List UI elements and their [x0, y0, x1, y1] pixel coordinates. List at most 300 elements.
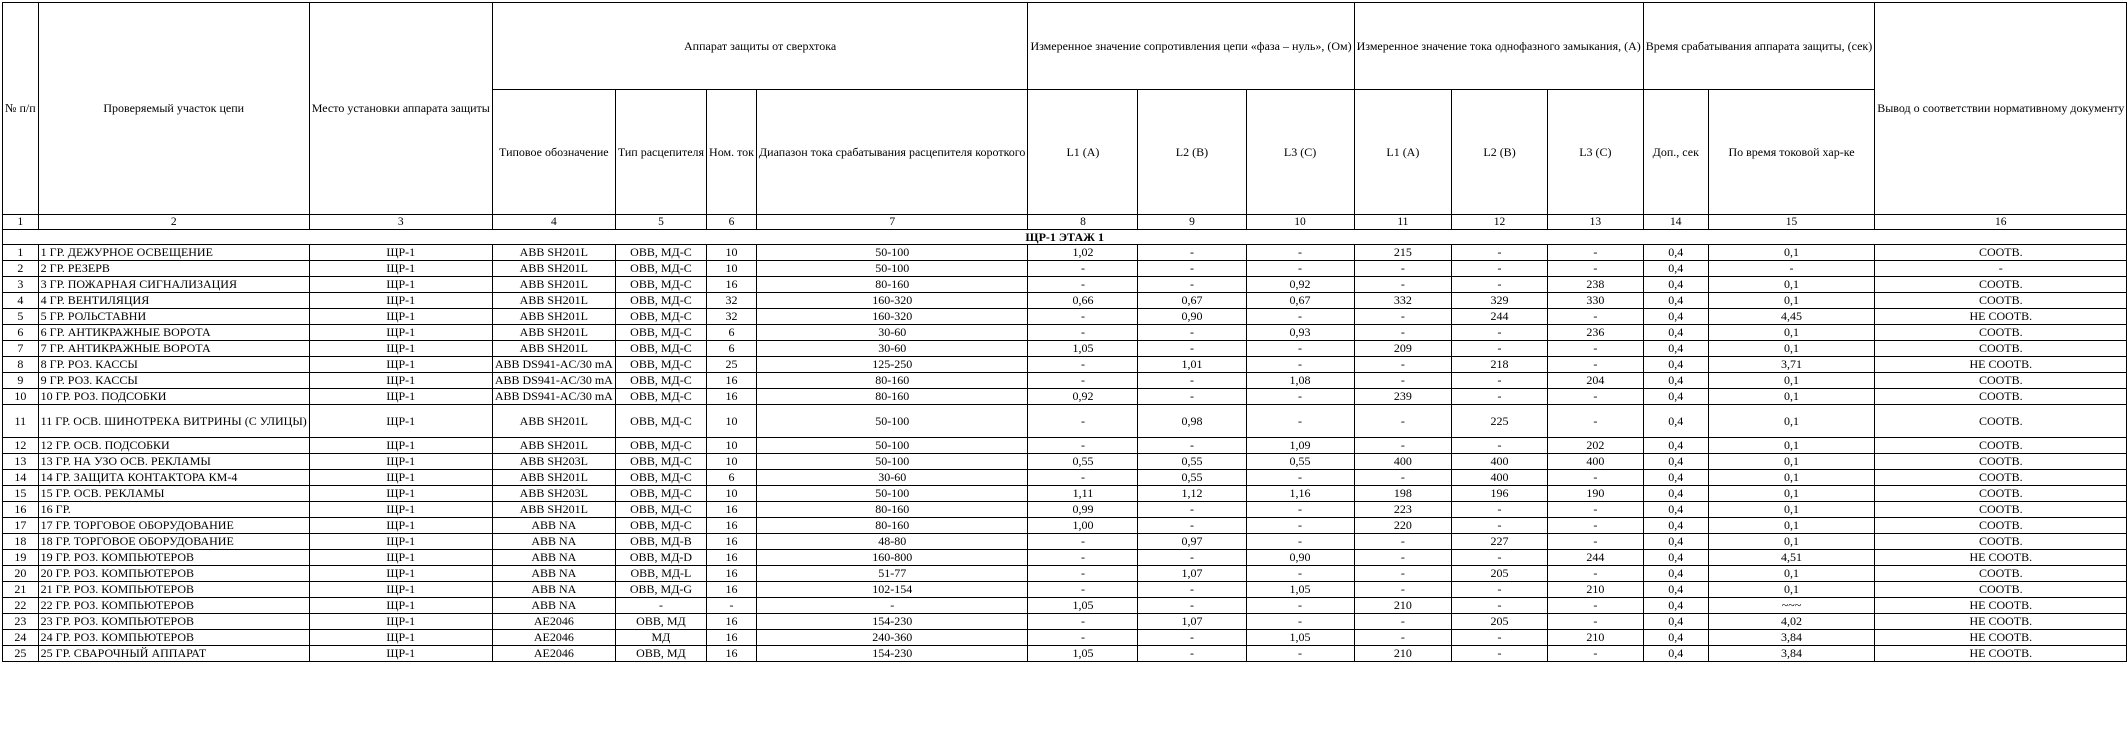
table-cell: 15: [3, 486, 39, 502]
table-cell: 16 ГР.: [38, 502, 309, 518]
table-cell: 8 ГР. РОЗ. КАССЫ: [38, 357, 309, 373]
table-cell: -: [1452, 389, 1548, 405]
table-cell: 17 ГР. ТОРГОВОЕ ОБОРУДОВАНИЕ: [38, 518, 309, 534]
table-cell: -: [1354, 566, 1452, 582]
table-cell: -: [757, 598, 1028, 614]
table-cell: 6: [707, 325, 757, 341]
table-cell: 0,1: [1708, 389, 1874, 405]
table-row: [3, 582, 2127, 598]
table-cell: ABB SH201L: [492, 470, 615, 486]
header-device-group: Аппарат защиты от сверхтока: [492, 3, 1028, 90]
table-cell: 0,97: [1138, 534, 1246, 550]
table-cell: 9 ГР. РОЗ. КАССЫ: [38, 373, 309, 389]
table-cell: 205: [1452, 614, 1548, 630]
table-cell: ЩР-1: [309, 293, 492, 309]
column-number-cell: 8: [1028, 215, 1138, 230]
table-cell: ОВВ, МД-С: [615, 341, 706, 357]
table-cell: НЕ СООТВ.: [1875, 550, 2127, 566]
table-cell: НЕ СООТВ.: [1875, 646, 2127, 662]
table-cell: НЕ СООТВ.: [1875, 630, 2127, 646]
table-cell: ЩР-1: [309, 309, 492, 325]
table-cell: 400: [1354, 454, 1452, 470]
table-cell: НЕ СООТВ.: [1875, 598, 2127, 614]
document-page: [2, 2, 2127, 662]
table-body: [3, 215, 2127, 662]
table-cell: -: [1452, 646, 1548, 662]
table-cell: -: [1547, 646, 1643, 662]
table-row: [3, 534, 2127, 550]
table-cell: -: [1138, 245, 1246, 261]
table-cell: ЩР-1: [309, 357, 492, 373]
table-cell: 0,4: [1643, 598, 1708, 614]
table-cell: СООТВ.: [1875, 405, 2127, 438]
table-cell: 0,1: [1708, 325, 1874, 341]
table-cell: НЕ СООТВ.: [1875, 357, 2127, 373]
table-cell: СООТВ.: [1875, 438, 2127, 454]
table-cell: ОВВ, МД-G: [615, 582, 706, 598]
table-row: [3, 357, 2127, 373]
table-cell: ЩР-1: [309, 454, 492, 470]
table-cell: ОВВ, МД-С: [615, 405, 706, 438]
table-cell: ABB SH203L: [492, 486, 615, 502]
table-cell: 4,02: [1708, 614, 1874, 630]
table-cell: 0,55: [1138, 454, 1246, 470]
table-cell: -: [1708, 261, 1874, 277]
table-cell: 0,4: [1643, 470, 1708, 486]
table-cell: 16: [707, 502, 757, 518]
table-cell: МД: [615, 630, 706, 646]
table-cell: 51-77: [757, 566, 1028, 582]
table-cell: 6 ГР. АНТИКРАЖНЫЕ ВОРОТА: [38, 325, 309, 341]
table-cell: -: [1138, 438, 1246, 454]
table-cell: -: [1452, 582, 1548, 598]
table-cell: ОВВ, МД: [615, 646, 706, 662]
table-cell: -: [1138, 389, 1246, 405]
table-cell: -: [1354, 438, 1452, 454]
table-cell: 23 ГР. РОЗ. КОМПЬЮТЕРОВ: [38, 614, 309, 630]
table-cell: 4 ГР. ВЕНТИЛЯЦИЯ: [38, 293, 309, 309]
table-cell: ЩР-1: [309, 389, 492, 405]
header-rated-current: Ном. ток: [707, 90, 757, 215]
table-cell: -: [1138, 277, 1246, 293]
table-cell: 0,1: [1708, 405, 1874, 438]
table-cell: 25 ГР. СВАРОЧНЫЙ АППАРАТ: [38, 646, 309, 662]
table-cell: -: [1028, 534, 1138, 550]
column-number-cell: 1: [3, 215, 39, 230]
table-cell: -: [1354, 582, 1452, 598]
table-cell: 20: [3, 566, 39, 582]
table-cell: 0,92: [1246, 277, 1354, 293]
table-cell: 1 ГР. ДЕЖУРНОЕ ОСВЕЩЕНИЕ: [38, 245, 309, 261]
header-current-l1: L1 (A): [1354, 90, 1452, 215]
table-cell: 16: [707, 389, 757, 405]
column-number-cell: 12: [1452, 215, 1548, 230]
table-cell: 16: [707, 630, 757, 646]
table-cell: ЩР-1: [309, 486, 492, 502]
table-cell: -: [1138, 502, 1246, 518]
table-cell: 0,4: [1643, 277, 1708, 293]
header-current-l3: L3 (C): [1547, 90, 1643, 215]
table-cell: 80-160: [757, 389, 1028, 405]
table-cell: -: [1452, 325, 1548, 341]
table-cell: -: [1452, 277, 1548, 293]
table-cell: -: [1246, 614, 1354, 630]
table-cell: -: [1452, 518, 1548, 534]
table-cell: 240-360: [757, 630, 1028, 646]
table-cell: ЩР-1: [309, 261, 492, 277]
table-cell: 0,55: [1138, 470, 1246, 486]
table-row: [3, 614, 2127, 630]
table-cell: -: [1246, 405, 1354, 438]
table-cell: -: [1547, 389, 1643, 405]
table-cell: НЕ СООТВ.: [1875, 309, 2127, 325]
table-cell: 0,4: [1643, 373, 1708, 389]
table-cell: 50-100: [757, 261, 1028, 277]
table-cell: 1,05: [1028, 646, 1138, 662]
table-cell: 16: [707, 534, 757, 550]
table-cell: 16: [707, 373, 757, 389]
table-cell: ОВВ, МД-С: [615, 438, 706, 454]
table-cell: 13: [3, 454, 39, 470]
table-cell: -: [1028, 373, 1138, 389]
table-cell: 160-320: [757, 293, 1028, 309]
table-cell: 10 ГР. РОЗ. ПОДСОБКИ: [38, 389, 309, 405]
table-cell: -: [1547, 614, 1643, 630]
column-number-cell: 14: [1643, 215, 1708, 230]
header-number: № п/п: [3, 3, 39, 215]
table-cell: ABB NA: [492, 566, 615, 582]
table-row: [3, 470, 2127, 486]
table-cell: 18 ГР. ТОРГОВОЕ ОБОРУДОВАНИЕ: [38, 534, 309, 550]
column-number-cell: 10: [1246, 215, 1354, 230]
table-cell: 16: [707, 550, 757, 566]
table-cell: ОВВ, МД-С: [615, 309, 706, 325]
table-cell: -: [1138, 341, 1246, 357]
table-cell: -: [1246, 502, 1354, 518]
table-cell: 0,1: [1708, 534, 1874, 550]
table-cell: 0,4: [1643, 566, 1708, 582]
table-cell: 239: [1354, 389, 1452, 405]
table-cell: 223: [1354, 502, 1452, 518]
table-cell: 50-100: [757, 405, 1028, 438]
table-row: [3, 405, 2127, 438]
table-cell: -: [1028, 566, 1138, 582]
table-row: [3, 438, 2127, 454]
table-row: [3, 389, 2127, 405]
table-cell: -: [1028, 261, 1138, 277]
table-cell: 400: [1452, 470, 1548, 486]
header-section: Проверяемый участок цепи: [38, 3, 309, 215]
table-cell: 0,4: [1643, 341, 1708, 357]
table-cell: -: [707, 598, 757, 614]
table-cell: 1,16: [1246, 486, 1354, 502]
table-cell: 5 ГР. РОЛЬСТАВНИ: [38, 309, 309, 325]
table-cell: 0,66: [1028, 293, 1138, 309]
table-cell: 11 ГР. ОСВ. ШИНОТРЕКА ВИТРИНЫ (С УЛИЦЫ): [38, 405, 309, 438]
table-cell: 0,1: [1708, 518, 1874, 534]
table-cell: 5: [3, 309, 39, 325]
table-cell: 30-60: [757, 341, 1028, 357]
table-cell: 1,05: [1028, 598, 1138, 614]
table-cell: 21 ГР. РОЗ. КОМПЬЮТЕРОВ: [38, 582, 309, 598]
table-cell: -: [1246, 389, 1354, 405]
table-cell: 15 ГР. ОСВ. РЕКЛАМЫ: [38, 486, 309, 502]
table-cell: 80-160: [757, 277, 1028, 293]
table-cell: -: [1354, 357, 1452, 373]
table-cell: -: [1246, 534, 1354, 550]
table-cell: 10: [3, 389, 39, 405]
table-row: [3, 325, 2127, 341]
table-cell: 13 ГР. НА УЗО ОСВ. РЕКЛАМЫ: [38, 454, 309, 470]
table-cell: -: [1028, 582, 1138, 598]
table-row: [3, 277, 2127, 293]
table-cell: -: [1354, 534, 1452, 550]
table-cell: 227: [1452, 534, 1548, 550]
table-cell: 20 ГР. РОЗ. КОМПЬЮТЕРОВ: [38, 566, 309, 582]
table-cell: 0,4: [1643, 357, 1708, 373]
table-cell: 332: [1354, 293, 1452, 309]
table-cell: -: [1452, 373, 1548, 389]
table-row: [3, 373, 2127, 389]
table-cell: ЩР-1: [309, 341, 492, 357]
table-cell: ОВВ, МД-С: [615, 486, 706, 502]
table-cell: ЩР-1: [309, 502, 492, 518]
table-cell: СООТВ.: [1875, 534, 2127, 550]
column-number-cell: 4: [492, 215, 615, 230]
table-cell: 196: [1452, 486, 1548, 502]
table-cell: СООТВ.: [1875, 486, 2127, 502]
table-cell: -: [1246, 470, 1354, 486]
table-cell: 1,05: [1028, 341, 1138, 357]
table-cell: 3: [3, 277, 39, 293]
table-cell: СООТВ.: [1875, 245, 2127, 261]
table-cell: ЩР-1: [309, 245, 492, 261]
table-cell: СООТВ.: [1875, 454, 2127, 470]
table-cell: 16: [707, 277, 757, 293]
table-cell: 0,90: [1246, 550, 1354, 566]
table-cell: 2 ГР. РЕЗЕРВ: [38, 261, 309, 277]
table-cell: НЕ СООТВ.: [1875, 614, 2127, 630]
column-number-cell: 9: [1138, 215, 1246, 230]
table-cell: 210: [1354, 598, 1452, 614]
table-cell: 190: [1547, 486, 1643, 502]
table-cell: 2: [3, 261, 39, 277]
table-cell: СООТВ.: [1875, 293, 2127, 309]
table-cell: -: [1354, 309, 1452, 325]
table-cell: 1,05: [1246, 630, 1354, 646]
table-cell: 0,4: [1643, 389, 1708, 405]
table-cell: -: [1028, 614, 1138, 630]
table-cell: 210: [1547, 630, 1643, 646]
table-cell: -: [1246, 646, 1354, 662]
table-row: [3, 341, 2127, 357]
table-cell: ABB SH201L: [492, 325, 615, 341]
table-row: [3, 245, 2127, 261]
table-cell: 0,93: [1246, 325, 1354, 341]
table-cell: -: [1246, 518, 1354, 534]
table-cell: ЩР-1: [309, 518, 492, 534]
table-cell: 12: [3, 438, 39, 454]
table-cell: 16: [707, 614, 757, 630]
table-cell: 0,4: [1643, 325, 1708, 341]
table-cell: 0,55: [1028, 454, 1138, 470]
table-cell: 0,90: [1138, 309, 1246, 325]
table-cell: 3,84: [1708, 646, 1874, 662]
column-number-cell: 13: [1547, 215, 1643, 230]
table-cell: ЩР-1: [309, 325, 492, 341]
table-cell: -: [1138, 598, 1246, 614]
table-cell: 0,4: [1643, 534, 1708, 550]
table-cell: 0,1: [1708, 582, 1874, 598]
table-cell: 1,09: [1246, 438, 1354, 454]
table-cell: -: [1138, 373, 1246, 389]
table-cell: 1,01: [1138, 357, 1246, 373]
table-cell: 10: [707, 486, 757, 502]
table-cell: 102-154: [757, 582, 1028, 598]
table-cell: -: [1354, 630, 1452, 646]
table-cell: -: [1547, 470, 1643, 486]
table-cell: ОВВ, МД-С: [615, 454, 706, 470]
table-cell: 19: [3, 550, 39, 566]
table-cell: -: [1547, 518, 1643, 534]
table-cell: -: [1246, 309, 1354, 325]
table-cell: СООТВ.: [1875, 566, 2127, 582]
header-current-l2: L2 (B): [1452, 90, 1548, 215]
table-cell: -: [1138, 582, 1246, 598]
table-cell: 125-250: [757, 357, 1028, 373]
table-cell: 50-100: [757, 486, 1028, 502]
table-cell: ~~~: [1708, 598, 1874, 614]
protection-test-table: [2, 2, 2127, 662]
table-cell: 10: [707, 405, 757, 438]
table-cell: 0,1: [1708, 341, 1874, 357]
table-cell: 0,4: [1643, 454, 1708, 470]
table-cell: -: [1452, 550, 1548, 566]
header-trip-time-group: Время срабатывания аппарата защиты, (сек): [1643, 3, 1874, 90]
table-cell: -: [1354, 373, 1452, 389]
table-cell: ЩР-1: [309, 373, 492, 389]
table-cell: 1,02: [1028, 245, 1138, 261]
table-cell: 0,4: [1643, 502, 1708, 518]
table-cell: 4,51: [1708, 550, 1874, 566]
table-cell: ABB SH201L: [492, 277, 615, 293]
table-cell: АЕ2046: [492, 646, 615, 662]
table-cell: ОВВ, МД-С: [615, 518, 706, 534]
table-cell: 238: [1547, 277, 1643, 293]
column-number-cell: 3: [309, 215, 492, 230]
table-cell: ABB DS941-AC/30 mA: [492, 389, 615, 405]
table-cell: 23: [3, 614, 39, 630]
table-cell: -: [1354, 277, 1452, 293]
table-cell: СООТВ.: [1875, 582, 2127, 598]
table-cell: 0,1: [1708, 486, 1874, 502]
table-cell: СООТВ.: [1875, 373, 2127, 389]
table-cell: 6: [707, 341, 757, 357]
table-cell: 3 ГР. ПОЖАРНАЯ СИГНАЛИЗАЦИЯ: [38, 277, 309, 293]
column-number-cell: 16: [1875, 215, 2127, 230]
table-row: [3, 598, 2127, 614]
table-cell: ЩР-1: [309, 470, 492, 486]
header-allowed-time: Доп., сек: [1643, 90, 1708, 215]
table-cell: 210: [1547, 582, 1643, 598]
table-cell: 0,4: [1643, 518, 1708, 534]
header-release-type: Тип расцепителя: [615, 90, 706, 215]
table-cell: 21: [3, 582, 39, 598]
table-cell: ABB SH201L: [492, 405, 615, 438]
table-cell: -: [1138, 550, 1246, 566]
header-resistance-l3: L3 (C): [1246, 90, 1354, 215]
table-cell: ОВВ, МД-С: [615, 277, 706, 293]
table-cell: 0,1: [1708, 438, 1874, 454]
table-cell: 0,4: [1643, 261, 1708, 277]
table-cell: ABB SH201L: [492, 341, 615, 357]
table-cell: -: [1547, 309, 1643, 325]
table-row: [3, 550, 2127, 566]
table-cell: 8: [3, 357, 39, 373]
table-cell: -: [1452, 261, 1548, 277]
table-cell: 154-230: [757, 614, 1028, 630]
table-cell: ОВВ, МД-С: [615, 502, 706, 518]
table-cell: 16: [707, 566, 757, 582]
table-cell: 0,1: [1708, 245, 1874, 261]
table-cell: 48-80: [757, 534, 1028, 550]
table-cell: 14 ГР. ЗАЩИТА КОНТАКТОРА КМ-4: [38, 470, 309, 486]
table-cell: ABB SH201L: [492, 261, 615, 277]
table-cell: -: [1547, 357, 1643, 373]
header-resistance-l2: L2 (B): [1138, 90, 1246, 215]
table-cell: 154-230: [757, 646, 1028, 662]
table-cell: -: [1028, 405, 1138, 438]
table-cell: СООТВ.: [1875, 389, 2127, 405]
table-cell: 0,92: [1028, 389, 1138, 405]
table-cell: 7: [3, 341, 39, 357]
table-cell: 22: [3, 598, 39, 614]
table-cell: 1,11: [1028, 486, 1138, 502]
table-cell: -: [1452, 341, 1548, 357]
table-cell: 30-60: [757, 470, 1028, 486]
table-cell: 0,4: [1643, 245, 1708, 261]
table-row: [3, 293, 2127, 309]
table-cell: -: [1028, 325, 1138, 341]
table-cell: 0,4: [1643, 405, 1708, 438]
table-cell: 3,84: [1708, 630, 1874, 646]
table-cell: 244: [1452, 309, 1548, 325]
table-cell: 3,71: [1708, 357, 1874, 373]
table-cell: -: [1354, 405, 1452, 438]
table-cell: 4,45: [1708, 309, 1874, 325]
table-cell: 0,1: [1708, 502, 1874, 518]
table-cell: 204: [1547, 373, 1643, 389]
table-cell: 1,07: [1138, 614, 1246, 630]
table-cell: 160-800: [757, 550, 1028, 566]
table-cell: СООТВ.: [1875, 502, 2127, 518]
table-cell: 1: [3, 245, 39, 261]
table-cell: 0,4: [1643, 550, 1708, 566]
table-cell: 0,1: [1708, 470, 1874, 486]
table-cell: -: [1138, 325, 1246, 341]
table-cell: -: [1028, 438, 1138, 454]
table-cell: -: [1138, 261, 1246, 277]
table-cell: 0,4: [1643, 646, 1708, 662]
table-cell: -: [1875, 261, 2127, 277]
table-cell: 0,1: [1708, 566, 1874, 582]
header-fault-current-group: Измеренное значение тока однофазного замыкания, (А): [1354, 3, 1643, 90]
table-cell: 11: [3, 405, 39, 438]
table-cell: -: [1452, 598, 1548, 614]
table-cell: 220: [1354, 518, 1452, 534]
table-cell: 19 ГР. РОЗ. КОМПЬЮТЕРОВ: [38, 550, 309, 566]
table-cell: ЩР-1: [309, 277, 492, 293]
